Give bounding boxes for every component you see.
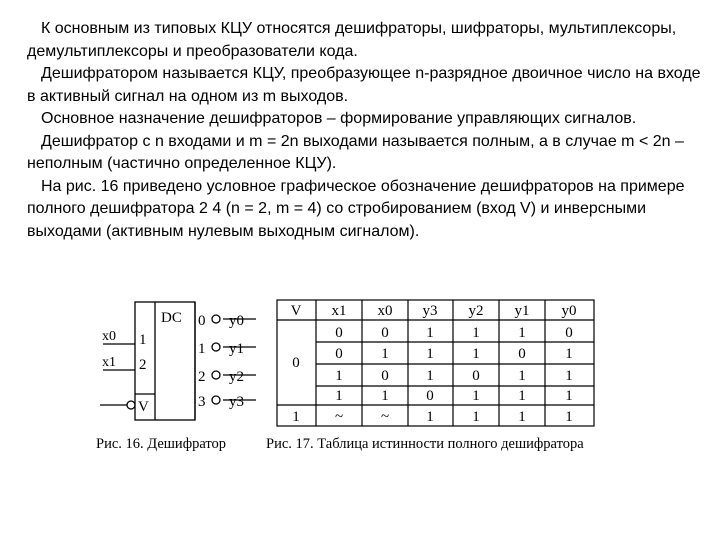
inversion-circle-y0: [212, 315, 220, 323]
header-v: V: [290, 303, 302, 319]
cell-r4-y2: 1: [472, 409, 480, 425]
v-group-0: 0: [292, 355, 300, 371]
cell-r4-x1: ~: [334, 409, 344, 425]
paragraph-2: Дешифратором называется КЦУ, преобразующее n-разрядное двоичное число на входе в активный сигнал на одном из m выходов.: [27, 65, 701, 105]
cell-r3-x0: 1: [381, 388, 389, 404]
cell-r1-y1: 0: [518, 346, 526, 362]
cell-r2-x0: 0: [381, 368, 389, 384]
cell-r1-y2: 1: [472, 346, 480, 362]
inversion-circle-y1: [212, 343, 220, 351]
header-y2: y2: [468, 303, 484, 319]
output-label-y0: y0: [229, 313, 244, 329]
cell-r2-x1: 1: [335, 368, 343, 384]
inversion-circle-y2: [212, 371, 220, 379]
cell-r3-x1: 1: [335, 388, 343, 404]
cell-r0-y3: 1: [426, 325, 434, 341]
cell-r4-x0: ~: [380, 409, 390, 425]
decoder-title: DC: [161, 310, 182, 326]
output-pin-3: 3: [198, 394, 206, 410]
paragraph-5: На рис. 16 приведено условное графическое обозначение дешифраторов на примере полного дешифратора 2 4 (n = 2, m = 4) со стробированием (вход V) и инверсными выходами (активным нулевым выходным сигналом).: [27, 177, 685, 240]
header-x0: x0: [377, 303, 393, 319]
input-label-x0: x0: [102, 329, 116, 344]
header-y0: y0: [561, 303, 577, 319]
cell-r0-y0: 0: [565, 325, 573, 341]
cell-r3-y0: 1: [565, 388, 573, 404]
cell-r4-y3: 1: [426, 409, 434, 425]
cell-r2-y3: 1: [426, 368, 434, 384]
input-pin-1: 1: [139, 332, 147, 348]
cell-r0-x1: 0: [335, 325, 343, 341]
cell-r3-y1: 1: [518, 388, 526, 404]
output-label-y1: y1: [229, 341, 244, 357]
cell-r2-y1: 1: [518, 368, 526, 384]
cell-r2-y0: 1: [565, 368, 573, 384]
input-pin-v: V: [138, 399, 149, 415]
paragraph-3: Основное назначение дешифраторов – формирование управляющих сигналов.: [41, 110, 637, 127]
cell-r3-y2: 1: [472, 388, 480, 404]
output-label-y2: y2: [229, 369, 244, 385]
output-pin-1: 1: [198, 341, 206, 357]
output-label-y3: y3: [229, 394, 244, 410]
paragraph-1: К основным из типовых КЦУ относятся дешифраторы, шифраторы, мультиплексоры, демультиплексоры и преобразователи кода.: [27, 20, 677, 60]
cell-r0-y2: 1: [472, 325, 480, 341]
caption-fig17: Рис. 17. Таблица истинности полного дешифратора: [266, 436, 584, 452]
inversion-circle-v: [127, 401, 135, 409]
inversion-circle-y3: [212, 396, 220, 404]
header-y1: y1: [514, 303, 530, 319]
paragraph-4: Дешифратор с n входами и m = 2n выходами называется полным, а в случае m < 2n – неполным (частично определенное КЦУ).: [27, 132, 684, 172]
input-pin-2: 2: [139, 357, 147, 373]
output-pin-0: 0: [198, 313, 206, 329]
cell-r1-x0: 1: [381, 346, 389, 362]
header-y3: y3: [422, 303, 438, 319]
cell-r0-y1: 1: [518, 325, 526, 341]
output-pin-2: 2: [198, 369, 206, 385]
input-label-x1: x1: [102, 355, 116, 370]
cell-r1-y0: 1: [565, 346, 573, 362]
v-group-1: 1: [292, 409, 300, 425]
cell-r4-y0: 1: [565, 409, 573, 425]
cell-r1-y3: 1: [426, 346, 434, 362]
cell-r4-y1: 1: [518, 409, 526, 425]
cell-r0-x0: 0: [381, 325, 389, 341]
header-x1: x1: [331, 303, 347, 319]
cell-r1-x1: 0: [335, 346, 343, 362]
cell-r2-y2: 0: [472, 368, 480, 384]
cell-r3-y3: 0: [426, 388, 434, 404]
caption-fig16: Рис. 16. Дешифратор: [96, 436, 227, 452]
